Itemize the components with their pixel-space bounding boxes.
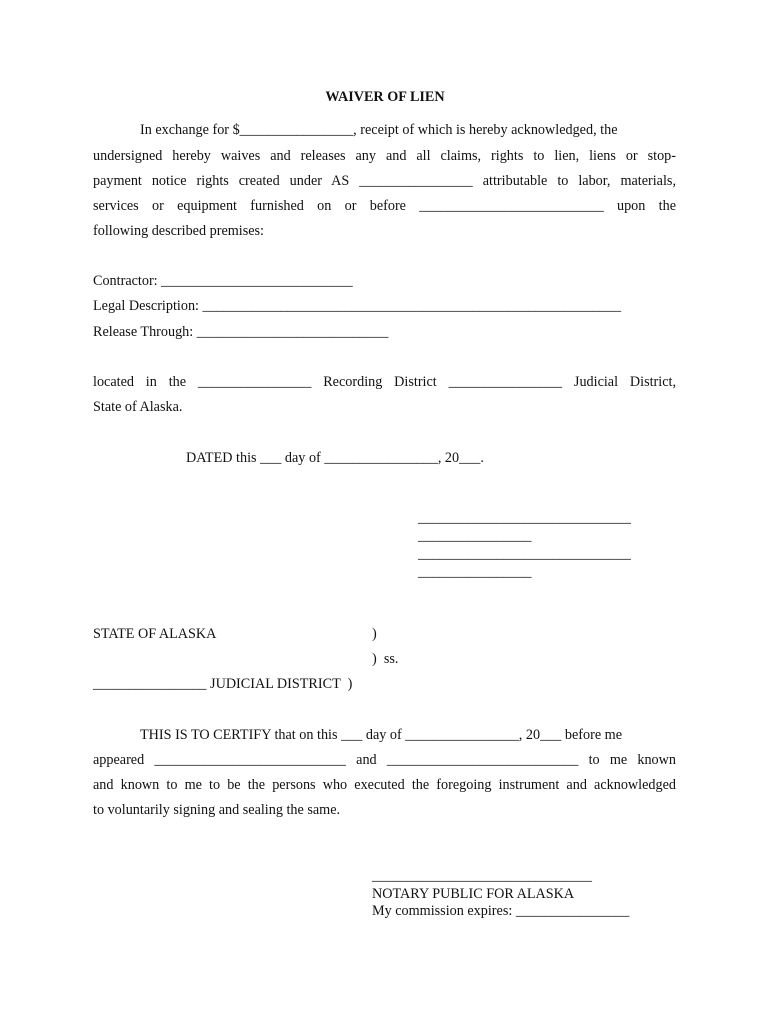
certify-line1: THIS IS TO CERTIFY that on this ___ day of ________________, 20___ before me xyxy=(140,727,623,743)
signature-line: ______________________________ xyxy=(418,546,631,562)
notary-title: NOTARY PUBLIC FOR ALASKA xyxy=(372,886,575,902)
document-title: WAIVER OF LIEN xyxy=(325,89,445,105)
venue-district: ________________ JUDICIAL DISTRICT ) xyxy=(93,676,353,692)
certify-line3: and known to me to be the persons who executed the foregoing instrument and acknowledged xyxy=(93,777,676,793)
signature-line: ________________ xyxy=(418,528,532,544)
location-line2: State of Alaska. xyxy=(93,399,183,415)
certify-line4: to voluntarily signing and sealing the same. xyxy=(93,802,341,818)
notary-commission: My commission expires: ________________ xyxy=(372,903,630,919)
dated-line: DATED this ___ day of ________________, 20___. xyxy=(186,450,484,466)
location-line1: located in the ________________ Recording District ________________ Judicial District, xyxy=(93,374,676,390)
legal-description-field: Legal Description: ___________________________________________________________ xyxy=(93,298,622,314)
para1-line2: undersigned hereby waives and releases any and all claims, rights to lien, liens or stop- xyxy=(93,148,676,164)
para1-line3: payment notice rights created under AS ________________ attributable to labor, materials, xyxy=(93,173,676,189)
contractor-field: Contractor: ___________________________ xyxy=(93,273,353,289)
notary-signature-line: _______________________________ xyxy=(372,868,592,884)
para1-line4: services or equipment furnished on or before __________________________ upon the xyxy=(93,198,676,214)
para1-line1: In exchange for $________________, receipt of which is hereby acknowledged, the xyxy=(140,122,618,138)
venue-paren: ) xyxy=(372,626,377,642)
release-through-field: Release Through: ___________________________ xyxy=(93,324,389,340)
signature-line: ________________ xyxy=(418,564,532,580)
venue-ss: ) ss. xyxy=(372,651,399,667)
para1-line5: following described premises: xyxy=(93,223,264,239)
certify-line2: appeared ___________________________ and ___________________________ to me known xyxy=(93,752,676,768)
signature-line: ______________________________ xyxy=(418,510,631,526)
venue-state: STATE OF ALASKA xyxy=(93,626,217,642)
